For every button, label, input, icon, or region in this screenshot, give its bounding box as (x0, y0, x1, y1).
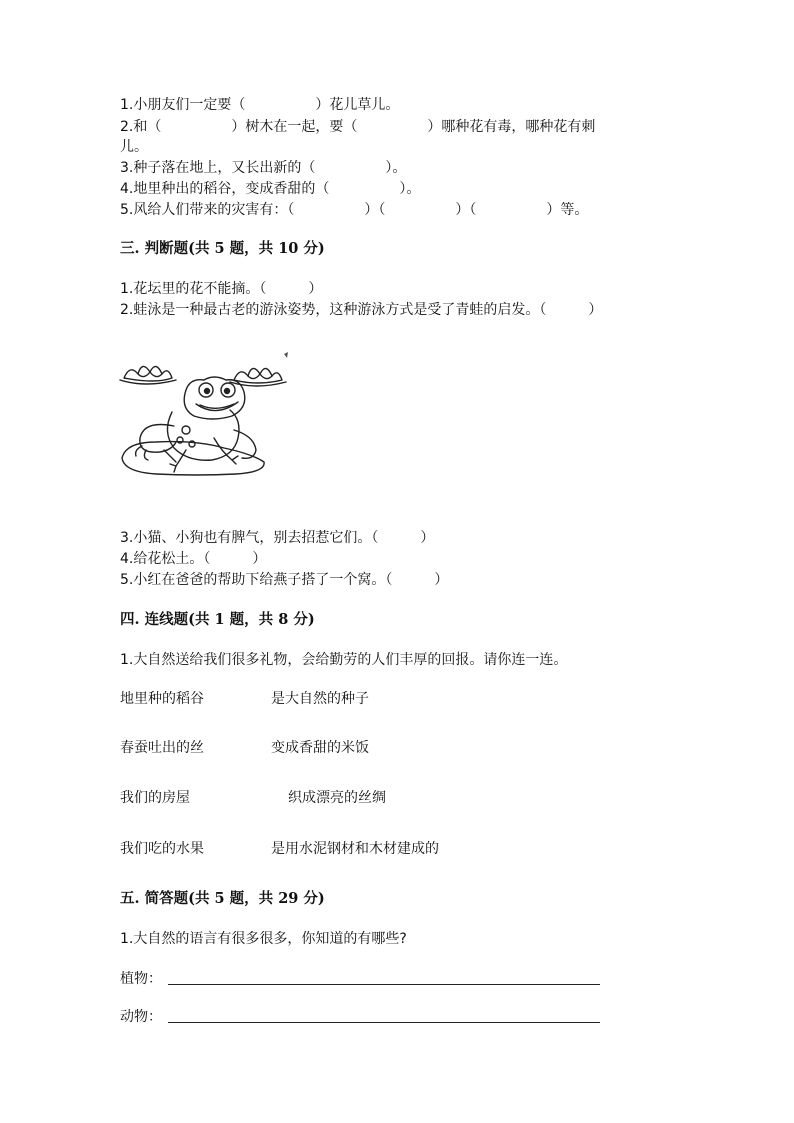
judge-item-3: 3.小猫、小狗也有脾气，别去招惹它们。（ ） (120, 530, 435, 546)
match-right-4: 是用水泥钢材和木材建成的 (271, 841, 439, 857)
fill-item-1: 1.小朋友们一定要（ ）花儿草儿。 (120, 97, 400, 113)
match-left-4: 我们吃的水果 (120, 841, 204, 857)
match-left-3: 我们的房屋 (120, 790, 190, 806)
match-left-2: 春蚕吐出的丝 (120, 740, 204, 756)
fill-item-4: 4.地里种出的稻谷，变成香甜的（ ）。 (120, 181, 421, 197)
match-right-2: 变成香甜的米饭 (271, 740, 369, 756)
section-5-title: 五. 简答题(共 5 题，共 29 分) (120, 890, 325, 907)
answer-line-animals[interactable] (168, 1022, 600, 1023)
fill-item-3: 3.种子落在地上，又长出新的（ ）。 (120, 160, 407, 176)
match-right-1: 是大自然的种子 (271, 691, 369, 707)
section-4-title: 四. 连线题(共 1 题，共 8 分) (120, 611, 315, 628)
judge-item-4: 4.给花松土。（ ） (120, 551, 267, 567)
answer-label-animals: 动物： (120, 1009, 162, 1025)
fill-item-2: 2.和（ ）树木在一起，要（ ）哪种花有毒，哪种花有刺 (120, 119, 596, 135)
answer-label-plants: 植物： (120, 971, 162, 987)
judge-item-1: 1.花坛里的花不能摘。（ ） (120, 281, 323, 297)
judge-item-5: 5.小红在爸爸的帮助下给燕子搭了一个窝。（ ） (120, 572, 449, 588)
fill-item-2-continued: 儿。 (120, 139, 148, 155)
frog-on-lily-pad-illustration (116, 350, 292, 478)
match-right-3: 织成漂亮的丝绸 (288, 790, 386, 806)
matching-question: 1.大自然送给我们很多礼物，会给勤劳的人们丰厚的回报。请你连一连。 (120, 652, 568, 668)
fill-item-5: 5.风给人们带来的灾害有：（ ）（ ）（ ）等。 (120, 202, 589, 218)
section-3-title: 三. 判断题(共 5 题，共 10 分) (120, 240, 325, 257)
answer-line-plants[interactable] (168, 984, 600, 985)
judge-item-2: 2.蛙泳是一种最古老的游泳姿势，这种游泳方式是受了青蛙的启发。（ ） (120, 302, 603, 318)
short-answer-question: 1.大自然的语言有很多很多，你知道的有哪些? (120, 931, 407, 947)
match-left-1: 地里种的稻谷 (120, 691, 204, 707)
